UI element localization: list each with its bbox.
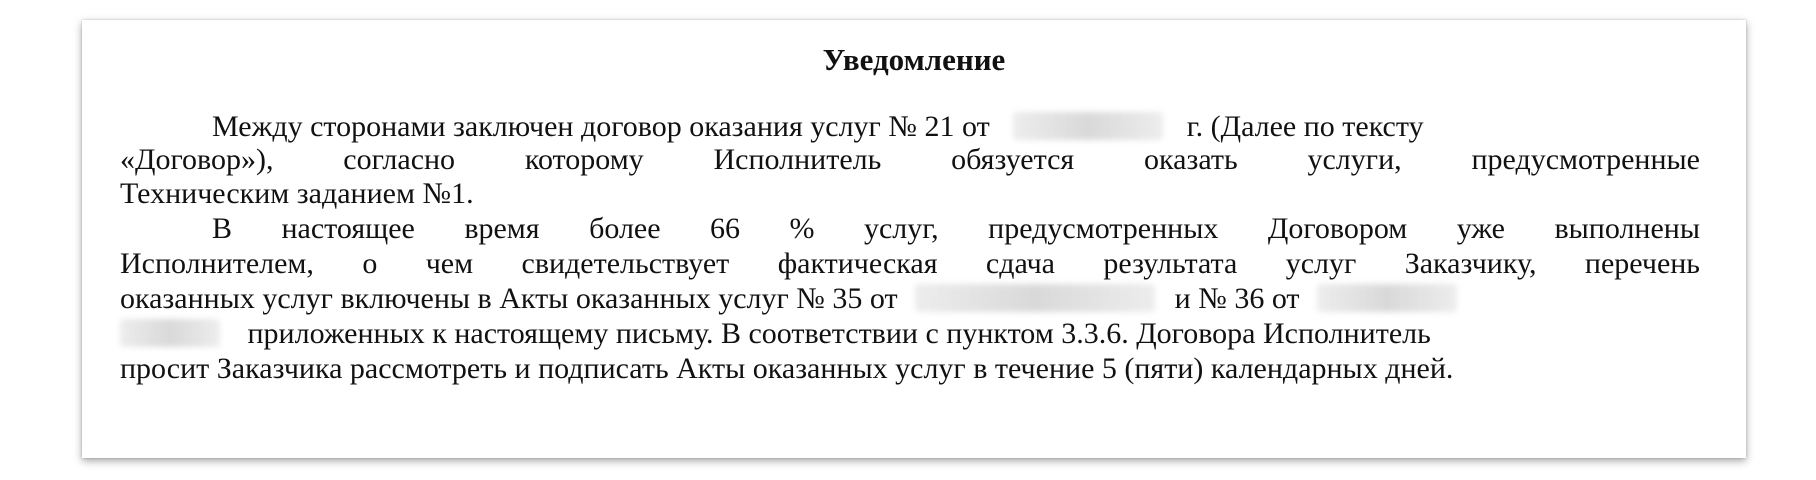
line-text: г. (Далее по тексту xyxy=(1186,110,1424,143)
paragraph-1-line-3: Техническим заданием №1. xyxy=(120,177,474,210)
line-text: Между сторонами заключен договор оказания услуг № 21 от xyxy=(212,110,990,143)
paragraph-2-line-4 xyxy=(120,315,1700,353)
redacted-date xyxy=(120,319,220,347)
line-text: оказанных услуг включены в Акты оказанных услуг № 35 от xyxy=(120,282,898,315)
redacted-date xyxy=(1013,112,1163,140)
paragraph-2-line-5: просит Заказчика рассмотреть и подписать Акты оказанных услуг в течение 5 (пяти) календарных дней. xyxy=(120,352,1454,385)
paragraph-2-line-3 xyxy=(120,280,1700,318)
paragraph-1-line-2: «Договор»), согласно которому Исполнитель обязуется оказать услуги, предусмотренные xyxy=(120,143,1700,176)
redacted-date xyxy=(1317,284,1457,312)
line-text: и № 36 от xyxy=(1174,282,1300,315)
redacted-date xyxy=(915,284,1155,312)
paragraph-2-line-2: Исполнителем, о чем свидетельствует фактическая сдача результата услуг Заказчику, перечень xyxy=(120,247,1700,280)
line-text: приложенных к настоящему письму. В соответствии с пунктом 3.3.6. Договора Исполнитель xyxy=(247,317,1431,350)
paragraph-2-line-1: В настоящее время более 66 % услуг, предусмотренных Договором уже выполнены xyxy=(212,212,1700,245)
document-title: Уведомление xyxy=(822,42,1006,77)
document-page xyxy=(82,20,1746,458)
